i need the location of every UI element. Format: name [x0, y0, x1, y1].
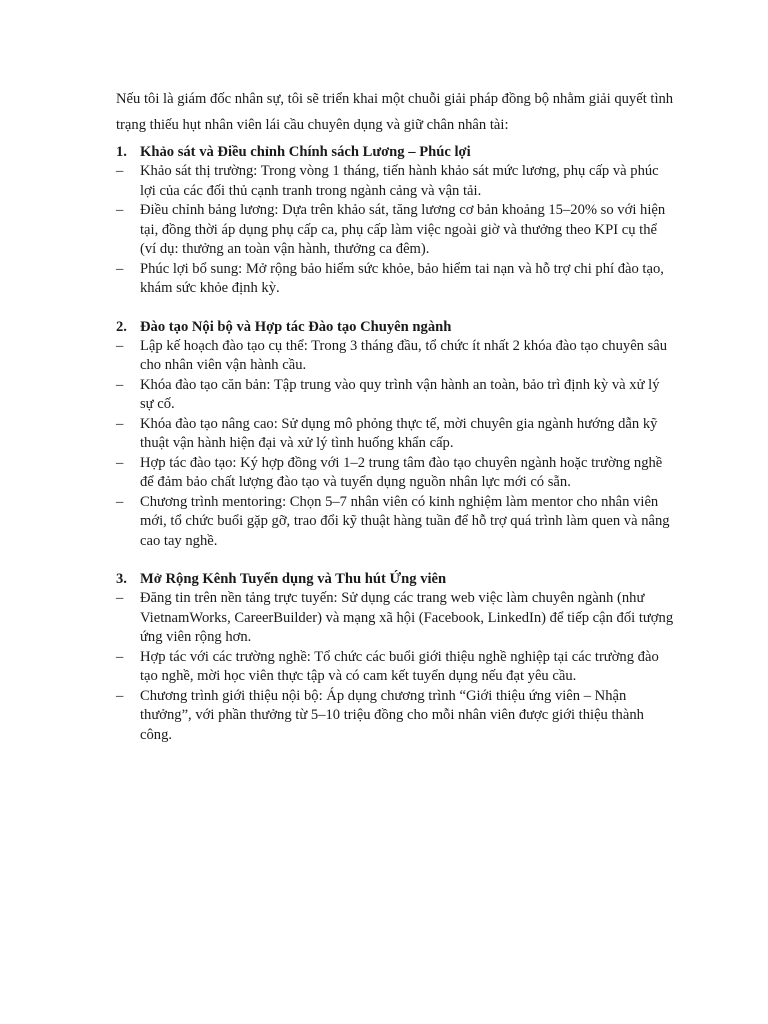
dash-marker: – — [116, 260, 124, 277]
list-item-text: Đăng tin trên nền tảng trực tuyến: Sử dụng các trang web việc làm chuyên ngành (như VietnamWorks, CareerBuilder) và mạng xã hội (Facebook, LinkedIn) để tiếp cận đối tượng ứng viên rộng hơn. — [140, 590, 674, 645]
list-item — [116, 201, 676, 260]
dash-marker: – — [116, 687, 124, 704]
dash-marker: – — [116, 415, 124, 432]
list-item-text: Điều chỉnh bảng lương: Dựa trên khảo sát, tăng lương cơ bản khoảng 15–20% so với hiện tại, đồng thời áp dụng phụ cấp ca, phụ cấp làm việc ngoài giờ và thưởng theo KPI cụ thể (ví dụ: thưởng an toàn vận hành, thưởng ca đêm). — [140, 202, 666, 257]
section-recruitment — [116, 569, 676, 745]
dash-marker: – — [116, 202, 124, 218]
list-item — [116, 454, 676, 493]
list-item-text: Chương trình giới thiệu nội bộ: Áp dụng chương trình “Giới thiệu ứng viên – Nhận thưởng”, với phần thưởng từ 5–10 triệu đồng cho mỗi nhân viên được giới thiệu thành công. — [140, 687, 644, 743]
list-item-text: Phúc lợi bổ sung: Mở rộng bảo hiểm sức khỏe, bảo hiểm tai nạn và hỗ trợ chi phí đào tạo, khám sức khỏe định kỳ. — [140, 260, 664, 296]
bullet-list — [116, 337, 676, 552]
list-item — [116, 493, 676, 552]
list-item-text: Hợp tác với các trường nghề: Tổ chức các buổi giới thiệu nghề nghiệp tại các trường đào tạo nghề, mời học viên thực tập và có cam kết tuyển dụng nếu đạt yêu cầu. — [140, 648, 659, 684]
dash-marker: – — [116, 590, 124, 606]
dash-marker: – — [116, 337, 124, 354]
list-item-text: Khảo sát thị trường: Trong vòng 1 tháng, tiến hành khảo sát mức lương, phụ cấp và phúc lợi của các đối thủ cạnh tranh trong ngành cảng và vận tải. — [140, 163, 659, 199]
section-salary-benefits — [116, 142, 676, 299]
section-training — [116, 317, 676, 552]
list-item-text: Chương trình mentoring: Chọn 5–7 nhân viên có kinh nghiệm làm mentor cho nhân viên mới, tổ chức buổi gặp gỡ, trao đổi kỹ thuật hàng tuần để hỗ trợ quá trình làm quen và nâng cao tay nghề. — [140, 493, 670, 549]
dash-marker: – — [116, 163, 124, 179]
section-number: 3. — [116, 571, 127, 587]
section-title: Mở Rộng Kênh Tuyển dụng và Thu hút Ứng viên — [140, 571, 447, 587]
bullet-list — [116, 589, 676, 745]
intro-paragraph: Nếu tôi là giám đốc nhân sự, tôi sẽ triển khai một chuỗi giải pháp đồng bộ nhằm giải quyết tình trạng thiếu hụt nhân viên lái cầu chuyên dụng và giữ chân nhân tài: — [116, 91, 674, 133]
section-heading — [116, 317, 676, 337]
dash-marker: – — [116, 376, 124, 393]
list-item-text: Khóa đào tạo nâng cao: Sử dụng mô phỏng thực tế, mời chuyên gia ngành hướng dẫn kỹ thuật vận hành hiện đại và xử lý tình huống khẩn cấp. — [140, 415, 658, 451]
section-heading — [116, 569, 676, 589]
section-title: Khảo sát và Điều chỉnh Chính sách Lương – Phúc lợi — [140, 144, 471, 160]
list-item-text: Hợp tác đào tạo: Ký hợp đồng với 1–2 trung tâm đào tạo chuyên ngành hoặc trường nghề để đảm bảo chất lượng đào tạo và tuyển dụng nguồn nhân lực mới có sẵn. — [140, 454, 663, 490]
list-item-text: Lập kế hoạch đào tạo cụ thể: Trong 3 tháng đầu, tổ chức ít nhất 2 khóa đào tạo chuyên sâu cho nhân viên vận hành cầu. — [140, 337, 668, 373]
bullet-list — [116, 162, 676, 299]
list-item-text: Khóa đào tạo căn bản: Tập trung vào quy trình vận hành an toàn, bảo trì định kỳ và xử lý sự cố. — [140, 376, 660, 412]
dash-marker: – — [116, 648, 124, 665]
section-number: 2. — [116, 318, 127, 335]
section-title: Đào tạo Nội bộ và Hợp tác Đào tạo Chuyên ngành — [140, 318, 452, 335]
list-item — [116, 376, 676, 415]
document-page — [116, 86, 676, 763]
list-item — [116, 589, 676, 648]
dash-marker: – — [116, 493, 124, 510]
list-item — [116, 337, 676, 376]
section-heading — [116, 142, 676, 162]
section-number: 1. — [116, 144, 127, 160]
list-item — [116, 260, 676, 299]
list-item — [116, 415, 676, 454]
list-item — [116, 687, 676, 746]
list-item — [116, 648, 676, 687]
list-item — [116, 162, 676, 201]
dash-marker: – — [116, 454, 124, 471]
